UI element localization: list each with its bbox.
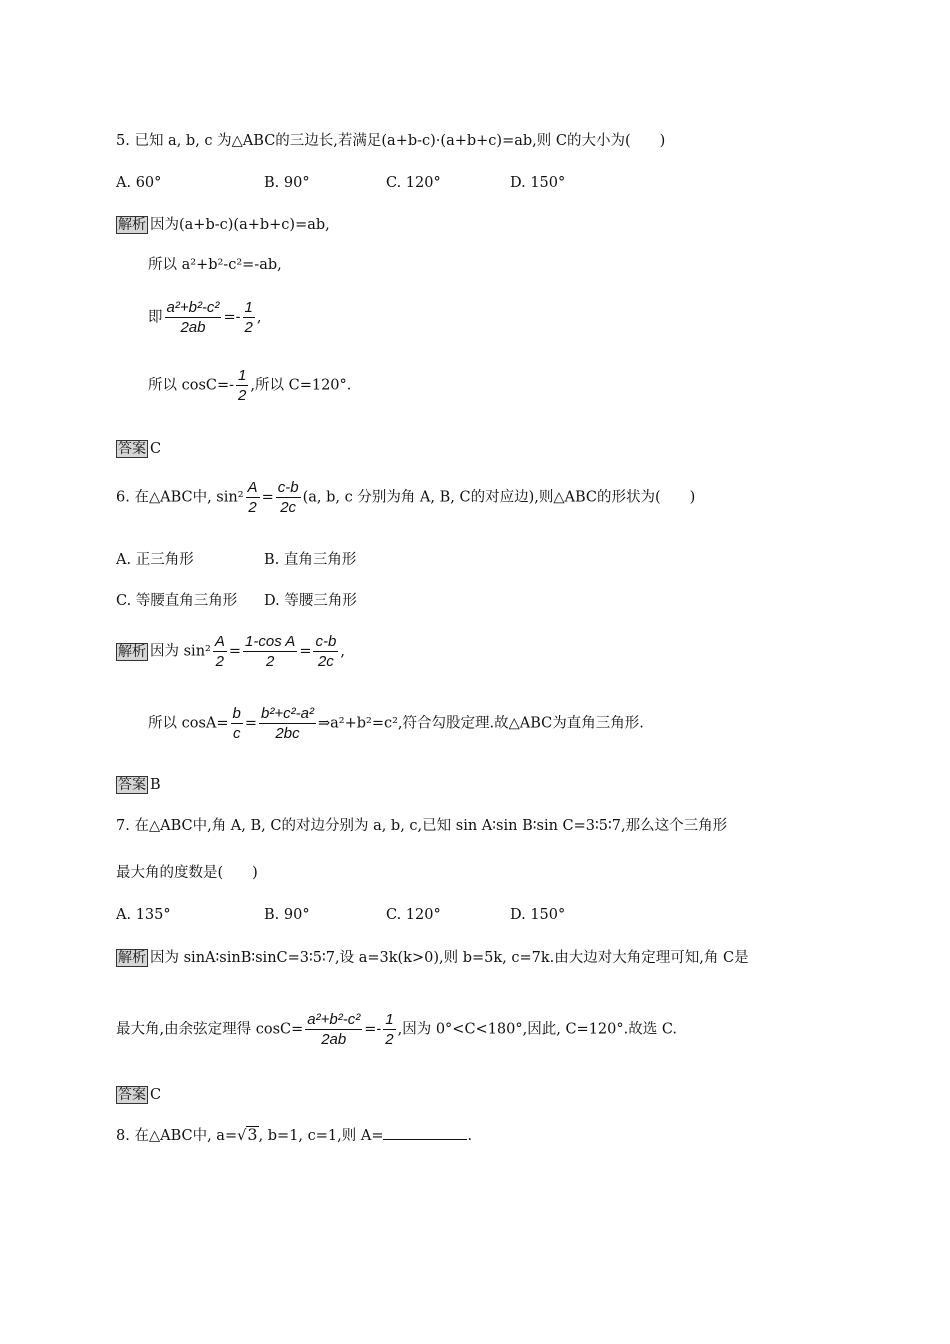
q5-l3-prefix: 即 — [148, 309, 163, 326]
q8-stem-c: . — [467, 1128, 473, 1144]
analysis-label: 解析 — [118, 217, 146, 233]
q7-answer — [116, 1086, 161, 1104]
fraction — [246, 480, 260, 515]
q7-options — [116, 908, 565, 923]
q5-answer — [116, 440, 161, 458]
q7-analysis-line1 — [116, 949, 749, 967]
q6-l1-prefix: 因为 sin² — [150, 643, 211, 660]
fraction-numerator: A — [214, 633, 225, 650]
q7-option-b: B. 90° — [264, 907, 310, 923]
fraction-denominator: 2bc — [275, 725, 300, 742]
fraction-denominator: 2 — [385, 1031, 394, 1048]
fraction — [243, 634, 297, 669]
q5-option-b: B. 90° — [264, 175, 310, 191]
q6-l1-end: , — [340, 643, 345, 660]
fraction-denominator: 2 — [244, 319, 253, 336]
fraction — [259, 706, 316, 741]
q5-analysis-line3 — [148, 300, 261, 335]
q5-analysis-line1 — [116, 216, 330, 234]
q7-l2-end: ,因为 0°<C<180°,因此, C=120°.故选 C. — [397, 1021, 678, 1038]
fraction-denominator: 2 — [215, 653, 225, 670]
fraction-denominator: 2ab — [180, 319, 206, 336]
q6-analysis-line2: 所以 cosA= $\frac{b}{c}$ = $\frac{\text{b²+c²-a²}}{2bc}$ ⇒a²+b²=c²,符合勾股定理.故△ABC为直角三角形. — [148, 705, 644, 742]
fraction — [231, 706, 243, 741]
answer-value: C — [150, 1087, 162, 1103]
answer-label: 答案 — [118, 441, 146, 457]
q7-option-d: D. 150° — [510, 907, 566, 923]
q7-l2-prefix: 最大角,由余弦定理得 cosC= — [116, 1021, 304, 1038]
q5-analysis-line2: 所以 a²+b²-c²=-ab, — [148, 257, 282, 273]
q8-stem: 8. 在△ABC中, a=√3, b=1, c=1,则 A= . — [116, 1125, 473, 1144]
q7-stem-line2: 最大角的度数是( ) — [116, 865, 258, 881]
q6-option-a: A. 正三角形 — [116, 552, 194, 568]
q5-analysis-line4 — [148, 368, 351, 403]
q8-stem-a: 8. 在△ABC中, a= — [116, 1128, 238, 1144]
q8-stem-b: , b=1, c=1,则 A= — [258, 1128, 384, 1144]
q6-options-row1 — [116, 553, 356, 568]
q5-option-c: C. 120° — [386, 175, 441, 191]
q5-option-a: A. 60° — [116, 175, 162, 191]
fraction — [243, 300, 255, 335]
q6-eq: = — [261, 489, 274, 506]
fraction — [165, 300, 222, 335]
q7-l1: 因为 sinA∶sinB∶sinC=3∶5∶7,设 a=3k(k>0),则 b=5k, c=7k.由大边对大角定理可知,角 C是 — [150, 950, 749, 966]
fraction-numerator: b²+c²-a² — [261, 705, 314, 722]
fraction-numerator: c-b — [277, 479, 299, 496]
fraction-numerator: b — [232, 705, 241, 722]
fraction-numerator: 1 — [244, 299, 253, 316]
fraction — [236, 368, 248, 403]
q7-analysis-line2 — [116, 1012, 677, 1047]
fraction-numerator: 1 — [238, 367, 247, 384]
answer-value: C — [150, 441, 162, 457]
fraction-numerator: 1 — [385, 1011, 394, 1028]
q6-answer — [116, 776, 161, 794]
fraction-denominator: 2c — [317, 653, 334, 670]
fraction-denominator: c — [232, 725, 241, 742]
fraction-denominator: 2 — [248, 499, 257, 516]
q7-option-a: A. 135° — [116, 907, 171, 923]
fraction-denominator: 2c — [280, 499, 297, 516]
q5-analysis-text: 因为(a+b-c)(a+b+c)=ab, — [150, 217, 330, 233]
q6-option-d: D. 等腰三角形 — [264, 593, 357, 609]
q7-stem-line1: 7. 在△ABC中,角 A, B, C的对边分别为 a, b, c,已知 sin A∶sin B∶sin C=3∶5∶7,那么这个三角形 — [116, 818, 728, 834]
q6-stem — [116, 480, 695, 515]
fraction — [213, 634, 227, 669]
fraction-denominator: 2ab — [321, 1031, 347, 1048]
answer-label: 答案 — [118, 777, 146, 793]
fraction — [383, 1012, 395, 1047]
q5-options — [116, 176, 565, 191]
fraction-numerator: a²+b²-c² — [307, 1011, 361, 1028]
q6-stem-a: 6. 在△ABC中, sin² — [116, 489, 244, 506]
answer-label: 答案 — [118, 1087, 146, 1103]
q6-analysis-line1: 解析 因为 sin² $\frac{A}{2}$ = $\frac{\text{1-cos A}}{2}$ = $\frac{c-b}{2c}$ , — [118, 633, 345, 670]
q6-option-c: C. 等腰直角三角形 — [116, 593, 238, 609]
q6-options-row2 — [116, 594, 357, 609]
q5-l4-prefix: 所以 cosC=- — [148, 377, 235, 394]
q5-l4-end: ,所以 C=120°. — [250, 377, 352, 394]
fraction-denominator: 2 — [238, 387, 247, 404]
analysis-label: 解析 — [118, 950, 146, 966]
q6-option-b: B. 直角三角形 — [264, 552, 357, 568]
answer-blank[interactable] — [383, 1127, 467, 1140]
q5-option-d: D. 150° — [510, 175, 566, 191]
q6-l2-end: ⇒a²+b²=c²,符合勾股定理.故△ABC为直角三角形. — [317, 715, 644, 732]
q5-l3-mid: =- — [223, 309, 241, 326]
q6-l2-prefix: 所以 cosA= — [148, 715, 229, 732]
analysis-label: 解析 — [118, 643, 146, 660]
fraction-numerator: 1-cos A — [245, 633, 296, 650]
q5-l3-end: , — [256, 309, 262, 326]
sqrt-radicand: 3 — [247, 1125, 258, 1144]
fraction-denominator: 2 — [265, 653, 275, 670]
q5-stem: 5. 已知 a, b, c 为△ABC的三边长,若满足(a+b-c)·(a+b+c)=ab,则 C的大小为( ) — [116, 133, 666, 149]
fraction — [276, 480, 301, 515]
answer-value: B — [150, 777, 161, 793]
q7-l2-mid: =- — [364, 1021, 382, 1038]
q6-stem-b: (a, b, c 分别为角 A, B, C的对应边),则△ABC的形状为( ) — [302, 489, 696, 506]
fraction — [313, 634, 338, 669]
fraction — [305, 1012, 362, 1047]
fraction-numerator: A — [247, 479, 258, 496]
fraction-numerator: c-b — [315, 633, 337, 650]
fraction-numerator: a²+b²-c² — [166, 299, 220, 316]
q7-option-c: C. 120° — [386, 907, 441, 923]
